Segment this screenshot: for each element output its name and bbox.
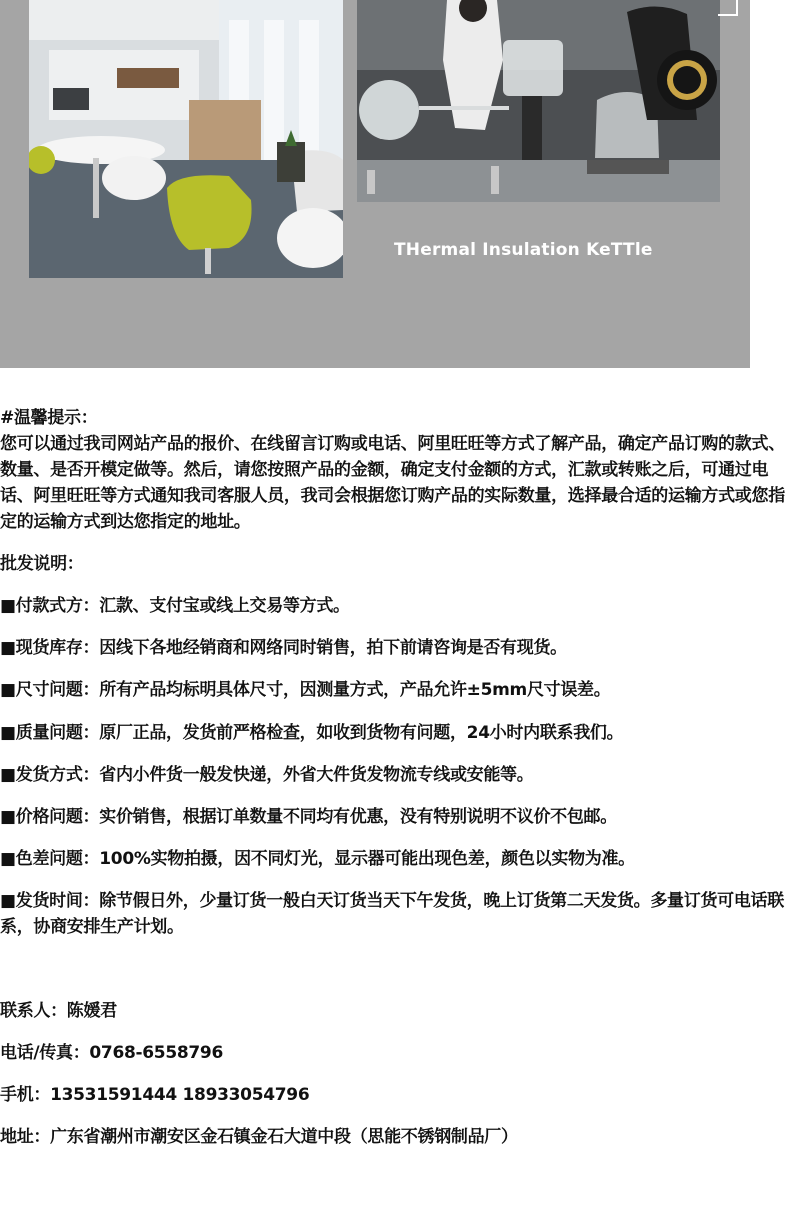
wholesale-item-quality: ■质量问题：原厂正品，发货前严格检查，如收到货物有问题，24小时内联系我们。 [0, 723, 624, 743]
contact-address: 地址：广东省潮州市潮安区金石镇金石大道中段（思能不锈钢制品厂） [0, 1127, 518, 1147]
tips-title: #温馨提示： [0, 408, 98, 428]
contact-person: 联系人：陈媛君 [0, 1001, 117, 1021]
wholesale-item-shipping-method: ■发货方式：省内小件货一般发快递，外省大件货发物流专线或安能等。 [0, 765, 534, 785]
wholesale-item-shipping-time: ■发货时间：除节假日外，少量订货一般白天订货当天下午发货，晚上订货第二天发货。多量订货可电话联系，协商安排生产计划。 [0, 891, 784, 937]
wholesale-item-payment: ■付款式方：汇款、支付宝或线上交易等方式。 [0, 596, 350, 616]
tips-body: 您可以通过我司网站产品的报价、在线留言订购或电话、阿里旺旺等方式了解产品，确定产品订购的款式、数量、是否开模定做等。然后，请您按照产品的金额，确定支付金额的方式，汇款或转账之后，可通过电话、阿里旺旺等方式通知我司客服人员，我司会根据您订购产品的实际数量，选择最合适的运输方式或您指定的运输方式到达您指定的地址。 [0, 434, 785, 532]
contact-phone-fax: 电话/传真：0768-6558796 [0, 1043, 223, 1063]
wholesale-item-stock: ■现货库存：因线下各地经销商和网络同时销售，拍下前请咨询是否有现货。 [0, 638, 567, 658]
banner-caption: THermal Insulation KeTTle [394, 240, 653, 260]
contact-mobile: 手机：13531591444 18933054796 [0, 1085, 310, 1105]
banner [0, 0, 750, 368]
wholesale-item-size: ■尺寸问题：所有产品均标明具体尺寸，因测量方式，产品允许±5mm尺寸误差。 [0, 680, 611, 700]
wholesale-item-price: ■价格问题：实价销售，根据订单数量不同均有优惠，没有特别说明不议价不包邮。 [0, 807, 617, 827]
office-photo [29, 0, 343, 278]
kettle-photo [357, 0, 720, 202]
wholesale-title: 批发说明： [0, 554, 84, 574]
wholesale-item-color: ■色差问题：100%实物拍摄，因不同灯光，显示器可能出现色差，颜色以实物为准。 [0, 849, 635, 869]
corner-frame-mark [718, 0, 738, 16]
